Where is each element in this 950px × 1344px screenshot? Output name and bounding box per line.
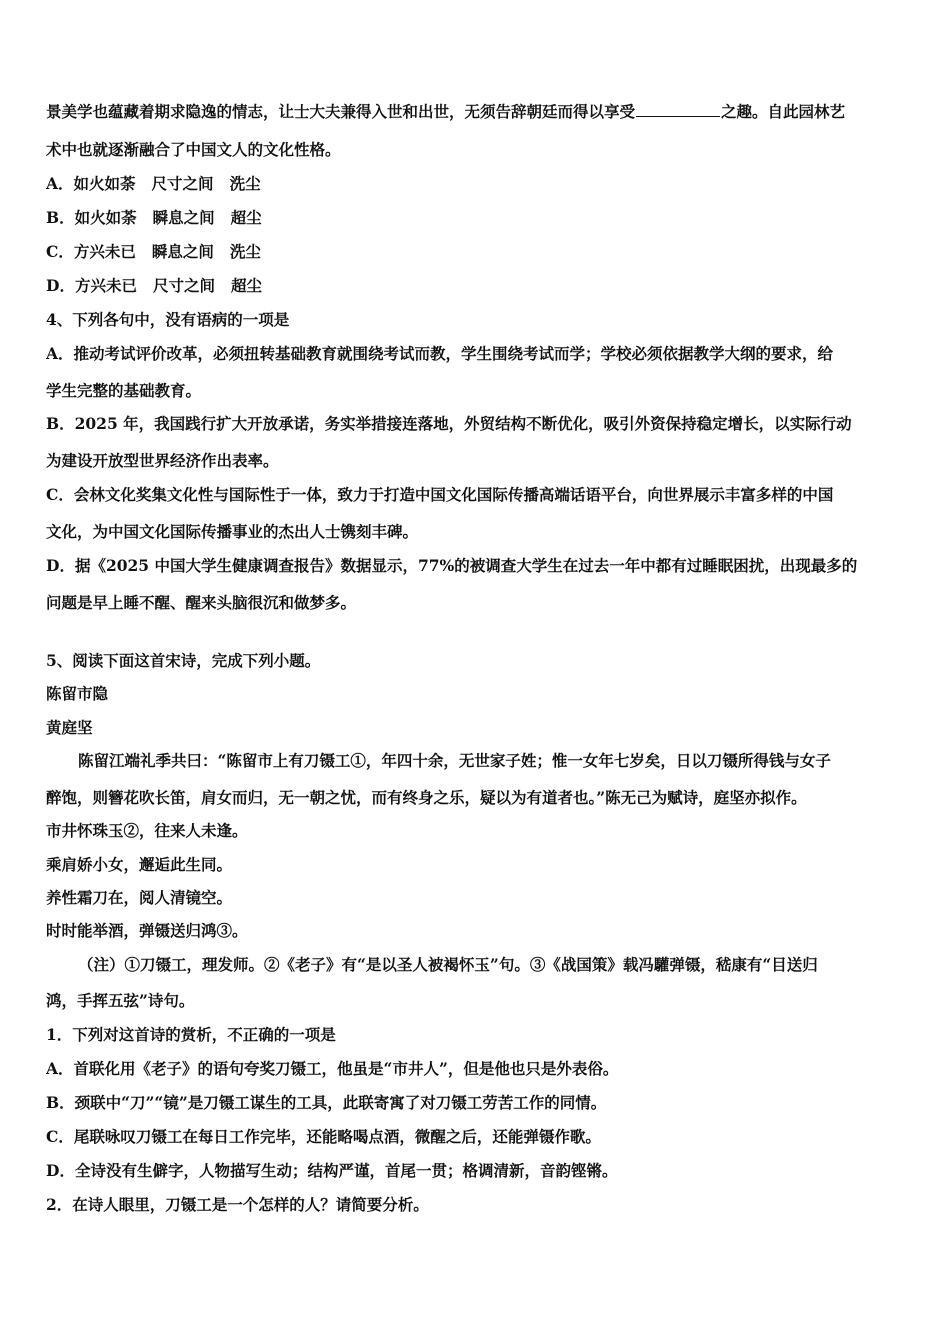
sub1-option-b: B．颈联中“刀”“镜”是刀镊工谋生的工具，此联寄寓了对刀镊工劳苦工作的同情。 — [46, 1093, 607, 1112]
fill-blank — [636, 102, 720, 117]
q4-option-c: C．会林文化奖集文化性与国际性于一体，致力于打造中国文化国际传播高端话语平台，向世界展示丰富多样的中国 — [46, 485, 834, 504]
q4-option-b-cont: 为建设开放型世界经济作出表率。 — [46, 451, 279, 470]
poem-author: 黄庭坚 — [46, 718, 93, 737]
passage-text: 之趣。自此园林艺 — [721, 102, 846, 121]
q4-option-a: A．推动考试评价改革，必须扭转基础教育就围绕考试而教，学生围绕考试而学；学校必须依据教学大纲的要求，给 — [46, 344, 834, 363]
poem-preface-cont: 醉饱，则簪花吹长笛，肩女而归，无一朝之忧，而有终身之乐，疑以为有道者也。”陈无己为赋诗，庭坚亦拟作。 — [46, 788, 807, 807]
sub1-option-c: C．尾联咏叹刀镊工在每日工作完毕，还能略喝点酒，微醒之后，还能弹镊作歌。 — [46, 1127, 601, 1146]
sub1-option-a: A．首联化用《老子》的语句夸奖刀镊工，他虽是“市井人”，但是他也只是外表俗。 — [46, 1059, 619, 1078]
sub1-option-d: D．全诗没有生僻字，人物描写生动；结构严谨，首尾一贯；格调清新，音韵铿锵。 — [46, 1161, 618, 1180]
option-c — [46, 242, 902, 262]
question-5-stem: 5、阅读下面这首宋诗，完成下列小题。 — [46, 651, 321, 670]
q4-option-a-cont: 学生完整的基础教育。 — [46, 381, 202, 400]
option-word: 瞬息之间 — [152, 208, 215, 227]
option-word: 方兴未已 — [74, 276, 137, 295]
option-d — [46, 276, 902, 296]
poem-preface: 陈留江端礼季共曰：“陈留市上有刀镊工①，年四十余，无世家子姓；惟一女年七岁矣，日以刀镊所得钱与女子 — [78, 751, 831, 770]
option-word: 尺寸之间 — [152, 276, 215, 295]
option-word: 洗尘 — [229, 174, 261, 193]
poem-title: 陈留市隐 — [46, 684, 109, 703]
option-label: B． — [46, 208, 75, 227]
option-word: 如火如荼 — [73, 174, 136, 193]
poem-verse: 乘肩娇小女，邂逅此生同。 — [46, 855, 233, 874]
option-word: 超尘 — [230, 208, 262, 227]
poem-verse: 市井怀珠玉②，往来人未逢。 — [46, 821, 248, 840]
sub-question-2-stem: 2．在诗人眼里，刀镊工是一个怎样的人？请简要分析。 — [46, 1195, 429, 1214]
q4-option-d: D．据《2025 中国大学生健康调查报告》数据显示，77%的被调查大学生在过去一年中都有过睡眠困扰，出现最多的 — [46, 556, 858, 575]
option-label: A． — [46, 174, 74, 193]
option-word: 洗尘 — [229, 242, 261, 261]
option-a — [46, 174, 902, 194]
q4-option-d-cont: 问题是早上睡不醒、醒来头脑很沉和做梦多。 — [46, 593, 357, 612]
option-word: 如火如荼 — [74, 208, 137, 227]
poem-notes-cont: 鸿，手挥五弦”诗句。 — [46, 991, 195, 1010]
option-label: D． — [46, 276, 75, 295]
poem-notes: （注）①刀镊工，理发师。②《老子》有“是以圣人被褐怀玉”句。③《战国策》载冯驩弹镊，嵇康有“目送归 — [78, 955, 818, 974]
poem-verse: 养性霜刀在，阅人清镜空。 — [46, 888, 233, 907]
sub-question-1-stem: 1．下列对这首诗的赏析，不正确的一项是 — [46, 1025, 336, 1044]
q4-option-c-cont: 文化，为中国文化国际传播事业的杰出人士镌刻丰碑。 — [46, 522, 419, 541]
poem-verse: 时时能举酒，弹镊送归鸿③。 — [46, 921, 248, 940]
option-word: 尺寸之间 — [151, 174, 214, 193]
option-word: 方兴未已 — [73, 242, 136, 261]
option-label: C． — [46, 242, 74, 261]
passage-line: 术中也就逐渐融合了中国文人的文化性格。 — [46, 140, 341, 159]
passage-line — [46, 102, 902, 122]
q4-option-b: B．2025 年，我国践行扩大开放承诺，务实举措接连落地，外贸结构不断优化，吸引外资保持稳定增长，以实际行动 — [46, 414, 852, 433]
option-word: 瞬息之间 — [151, 242, 214, 261]
passage-text: 景美学也蕴藏着期求隐逸的情志，让士大夫兼得入世和出世，无须告辞朝廷而得以享受 — [46, 102, 636, 121]
option-b — [46, 208, 902, 228]
option-word: 超尘 — [230, 276, 262, 295]
question-4-stem: 4、下列各句中，没有语病的一项是 — [46, 310, 290, 329]
